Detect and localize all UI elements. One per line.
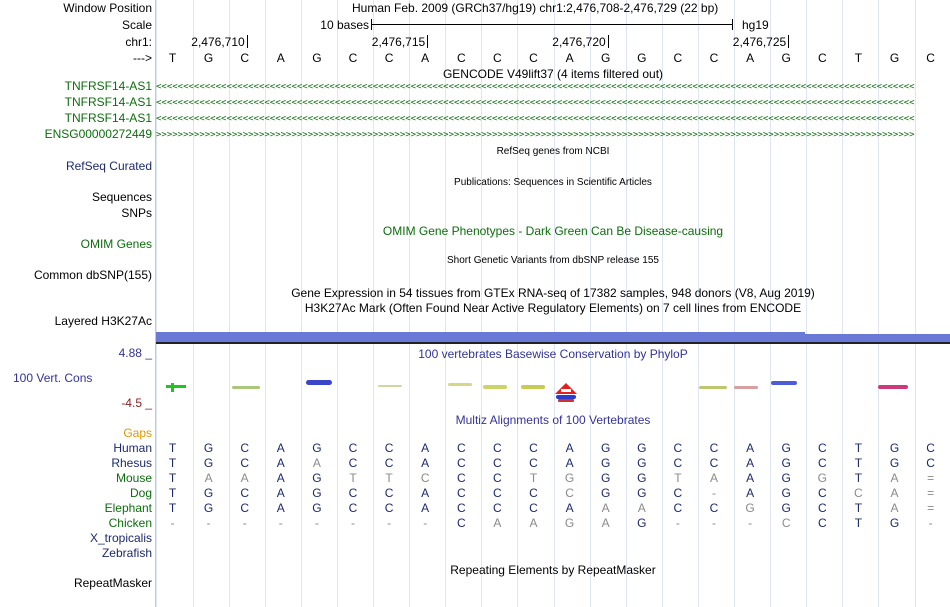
gene-label-4[interactable]: ENSG00000272449 xyxy=(44,127,152,141)
alignment-base: A xyxy=(204,471,213,485)
alignment-base: G xyxy=(312,501,322,515)
phylop-min-label: -4.5 _ xyxy=(121,396,152,410)
alignment-base: - xyxy=(748,516,753,530)
dna-base: C xyxy=(456,51,466,65)
refseq-title: RefSeq genes from NCBI xyxy=(496,146,610,157)
alignment-base: - xyxy=(712,486,716,500)
alignment-base: A xyxy=(637,501,646,515)
alignment-base: A xyxy=(746,441,755,455)
alignment-base: G xyxy=(601,486,611,500)
alignment-base: - xyxy=(242,516,247,530)
alignment-base: T xyxy=(168,501,177,515)
alignment-base: C xyxy=(673,456,683,470)
h3k27ac-baseline xyxy=(156,342,950,344)
phylop-title: 100 vertebrates Basewise Conservation by PhyloP xyxy=(418,347,688,361)
alignment-base: A xyxy=(312,456,321,470)
species-label-dog[interactable]: Dog xyxy=(129,486,152,500)
alignment-base: C xyxy=(348,486,358,500)
alignment-base: G xyxy=(889,456,900,470)
scale-label: Scale xyxy=(121,18,152,32)
dna-base: C xyxy=(384,51,394,65)
alignment-base: C xyxy=(240,441,250,455)
alignment-base: C xyxy=(817,501,827,515)
alignment-base: G xyxy=(781,456,791,470)
gene-feature-3[interactable]: <<<<<<<<<<<<<<<<<<<<<<<<<<<<<<<<<<<<<<<<<<<<<<<<<<<<<<<<<<<<<<<<<<<<<<<<<<<<<<<<<<<<<<<<<<<<<<<<<<<<<<<<<<<<<<<<<<<<<<<<<<<<<<<<<<<<<<<<<<<< xyxy=(156,114,915,124)
dna-base: G xyxy=(203,51,214,65)
alignment-base: - xyxy=(928,516,933,530)
strand-arrow-label: ---> xyxy=(133,51,152,65)
coordinate-tick xyxy=(427,35,428,48)
alignment-base: T xyxy=(168,471,177,485)
gtex-title: Gene Expression in 54 tissues from GTEx RNA-seq of 17382 samples, 948 donors (V8, Aug 2019) xyxy=(291,286,815,300)
repeatmasker-label[interactable]: RepeatMasker xyxy=(73,576,152,590)
h3k27ac-signal[interactable] xyxy=(156,332,805,342)
alignment-base: A xyxy=(890,486,899,500)
alignment-base: G xyxy=(637,441,647,455)
alignment-base: T xyxy=(854,501,863,515)
alignment-base: G xyxy=(889,441,900,455)
alignment-base: - xyxy=(423,516,428,530)
alignment-base: G xyxy=(637,516,647,530)
alignment-base: G xyxy=(601,456,611,470)
alignment-base: C xyxy=(456,501,466,515)
alignment-base: C xyxy=(709,441,719,455)
cons-mark xyxy=(166,385,186,388)
track-labels-column xyxy=(0,0,155,607)
alignment-base: C xyxy=(456,471,466,485)
dna-base: C xyxy=(817,51,827,65)
alignment-base: C xyxy=(709,501,719,515)
alignment-base: C xyxy=(493,441,502,455)
alignment-base: A xyxy=(890,471,899,485)
alignment-base: C xyxy=(709,456,719,470)
dna-base: A xyxy=(746,51,755,65)
alignment-base: C xyxy=(781,516,791,530)
gaps-label[interactable]: Gaps xyxy=(123,426,152,440)
gene-label-1[interactable]: TNFRSF14-AS1 xyxy=(64,79,152,93)
alignment-base: G xyxy=(601,471,611,485)
alignment-base: T xyxy=(854,471,863,485)
alignment-base: C xyxy=(817,441,827,455)
alignment-base: A xyxy=(529,516,538,530)
alignment-base: C xyxy=(456,441,466,455)
alignment-base: G xyxy=(781,501,791,515)
alignment-base: T xyxy=(385,471,393,485)
snps-label[interactable]: SNPs xyxy=(121,206,152,220)
alignment-base: C xyxy=(817,486,827,500)
alignment-base: C xyxy=(240,456,250,470)
dna-base: C xyxy=(240,51,250,65)
alignment-base: T xyxy=(854,516,863,530)
alignment-base: C xyxy=(493,501,502,515)
alignment-base: C xyxy=(673,486,683,500)
alignment-base: A xyxy=(276,486,285,500)
alignment-base: A xyxy=(709,471,719,485)
alignment-base: - xyxy=(387,516,392,530)
alignment-base: = xyxy=(927,486,935,500)
chrom-label: chr1: xyxy=(125,35,152,49)
alignment-base: C xyxy=(456,486,466,500)
species-label-elephant[interactable]: Elephant xyxy=(104,501,152,515)
dna-base: T xyxy=(168,51,177,65)
dna-base: A xyxy=(421,51,430,65)
alignment-base: C xyxy=(240,501,250,515)
cons-mark xyxy=(378,385,402,387)
window-position-label: Window Position xyxy=(63,1,152,15)
alignment-base: A xyxy=(746,471,755,485)
cons-mark xyxy=(483,385,507,389)
coordinate-tick-label: 2,476,725 xyxy=(732,35,787,49)
multiz-title: Multiz Alignments of 100 Vertebrates xyxy=(455,413,651,427)
scale-bar-left-end xyxy=(371,19,372,30)
alignment-base: G xyxy=(781,471,791,485)
omim-title: OMIM Gene Phenotypes - Dark Green Can Be Disease-causing xyxy=(382,224,724,238)
alignment-base: C xyxy=(673,441,683,455)
alignment-base: A xyxy=(565,441,574,455)
gene-feature-1[interactable]: <<<<<<<<<<<<<<<<<<<<<<<<<<<<<<<<<<<<<<<<<<<<<<<<<<<<<<<<<<<<<<<<<<<<<<<<<<<<<<<<<<<<<<<<<<<<<<<<<<<<<<<<<<<<<<<<<<<<<<<<<<<<<<<<<<<<<<<<<<<< xyxy=(156,82,915,92)
alignment-base: A xyxy=(421,486,430,500)
scale-bar-right-end xyxy=(732,19,733,30)
assembly-label: hg19 xyxy=(742,18,769,32)
alignment-base: C xyxy=(493,456,502,470)
cons-mark xyxy=(771,381,797,385)
window-position-text: Human Feb. 2009 (GRCh37/hg19) chr1:2,476,708-2,476,729 (22 bp) xyxy=(352,1,719,15)
alignment-base: A xyxy=(601,501,610,515)
alignment-base: G xyxy=(203,501,214,515)
coordinate-tick-label: 2,476,715 xyxy=(371,35,426,49)
alignment-base: G xyxy=(564,516,575,530)
alignment-base: = xyxy=(927,501,935,515)
alignment-base: C xyxy=(384,456,394,470)
alignment-base: A xyxy=(421,456,430,470)
coordinate-tick-label: 2,476,720 xyxy=(552,35,606,49)
publications-title: Publications: Sequences in Scientific Articles xyxy=(454,177,652,188)
alignment-base: - xyxy=(206,516,211,530)
cons-mark xyxy=(306,380,332,385)
cons-mark xyxy=(734,386,758,389)
alignment-base: C xyxy=(456,516,466,530)
alignment-base: T xyxy=(168,441,177,455)
alignment-base: A xyxy=(746,456,755,470)
species-label-xtropicalis[interactable]: X_tropicalis xyxy=(89,531,152,545)
alignment-base: T xyxy=(529,471,538,485)
alignment-base: C xyxy=(529,441,538,455)
alignment-base: A xyxy=(601,516,610,530)
alignment-base: G xyxy=(564,471,575,485)
cons-mark xyxy=(878,385,908,389)
alignment-base: A xyxy=(276,471,285,485)
alignment-base: C xyxy=(384,486,394,500)
alignment-base: C xyxy=(493,486,502,500)
alignment-base: G xyxy=(312,441,322,455)
coordinate-tick xyxy=(788,35,789,48)
alignment-base: G xyxy=(203,456,214,470)
coordinate-tick xyxy=(247,35,248,48)
alignment-base: T xyxy=(168,486,177,500)
gene-label-3[interactable]: TNFRSF14-AS1 xyxy=(64,111,152,125)
gene-label-2[interactable]: TNFRSF14-AS1 xyxy=(64,95,152,109)
h3k27ac-signal-tail[interactable] xyxy=(805,334,950,342)
cons-label[interactable]: 100 Vert. Cons xyxy=(13,371,93,385)
alignment-base: A xyxy=(421,501,430,515)
alignment-base: - xyxy=(712,516,716,530)
alignment-base: C xyxy=(529,486,538,500)
alignment-base: C xyxy=(529,501,538,515)
alignment-base: G xyxy=(203,441,214,455)
h3k27ac-title: H3K27Ac Mark (Often Found Near Active Regulatory Elements) on 7 cell lines from ENCODE xyxy=(304,301,802,315)
alignment-base: C xyxy=(817,456,827,470)
cons-logo-mark xyxy=(553,383,579,403)
species-label-human[interactable]: Human xyxy=(113,441,152,455)
gencode-title: GENCODE V49lift37 (4 items filtered out) xyxy=(442,67,664,81)
dna-base: A xyxy=(276,51,285,65)
alignment-base: C xyxy=(926,441,935,455)
dna-base: C xyxy=(529,51,538,65)
dna-base: C xyxy=(926,51,935,65)
dna-base: G xyxy=(889,51,900,65)
alignment-base: G xyxy=(203,486,214,500)
coordinate-tick-label: 2,476,710 xyxy=(191,35,245,49)
refseq-label[interactable]: RefSeq Curated xyxy=(65,159,152,173)
alignment-base: A xyxy=(421,441,430,455)
alignment-base: T xyxy=(854,441,863,455)
alignment-base: G xyxy=(781,441,791,455)
dna-base: T xyxy=(854,51,863,65)
alignment-base: A xyxy=(240,471,249,485)
alignment-base: = xyxy=(927,471,935,485)
alignment-base: G xyxy=(889,516,900,530)
dna-base: G xyxy=(312,51,322,65)
alignment-base: - xyxy=(314,516,319,530)
species-label-chicken[interactable]: Chicken xyxy=(108,516,152,530)
cons-mark xyxy=(521,385,545,389)
scale-bar xyxy=(371,24,732,25)
cons-mark xyxy=(232,386,260,389)
alignment-base: C xyxy=(384,441,394,455)
alignment-base: C xyxy=(384,501,394,515)
species-label-rhesus[interactable]: Rhesus xyxy=(111,456,152,470)
alignment-base: C xyxy=(456,456,466,470)
cons-mark xyxy=(171,383,174,392)
alignment-base: C xyxy=(926,456,935,470)
scale-text: 10 bases xyxy=(320,18,369,32)
dna-base: C xyxy=(709,51,719,65)
alignment-base: - xyxy=(351,516,355,530)
dna-base: G xyxy=(601,51,611,65)
alignment-base: G xyxy=(312,471,322,485)
coordinate-tick xyxy=(608,35,609,48)
alignment-base: A xyxy=(276,441,285,455)
alignment-base: C xyxy=(854,486,863,500)
alignment-base: G xyxy=(637,456,647,470)
alignment-base: C xyxy=(673,501,683,515)
sequences-label[interactable]: Sequences xyxy=(91,190,152,204)
alignment-base: T xyxy=(854,456,863,470)
alignment-base: C xyxy=(817,516,827,530)
dbsnp-label[interactable]: Common dbSNP(155) xyxy=(33,268,152,282)
alignment-base: G xyxy=(312,486,322,500)
alignment-base: A xyxy=(890,501,899,515)
cons-mark xyxy=(448,383,472,386)
alignment-base: G xyxy=(745,501,755,515)
dna-base: G xyxy=(781,51,791,65)
alignment-base: G xyxy=(637,471,647,485)
alignment-base: A xyxy=(565,501,574,515)
alignment-base: C xyxy=(348,456,358,470)
h3k27ac-label[interactable]: Layered H3K27Ac xyxy=(54,314,152,328)
omim-label[interactable]: OMIM Genes xyxy=(80,237,152,251)
alignment-base: T xyxy=(168,456,177,470)
cons-mark xyxy=(699,386,727,389)
alignment-base: G xyxy=(601,441,611,455)
dbsnp-title: Short Genetic Variants from dbSNP release 155 xyxy=(447,255,659,266)
alignment-base: A xyxy=(493,516,502,530)
alignment-base: C xyxy=(240,486,250,500)
dna-base: C xyxy=(673,51,683,65)
alignment-base: T xyxy=(349,471,357,485)
alignment-base: C xyxy=(348,441,358,455)
alignment-base: G xyxy=(781,486,791,500)
repeatmasker-title: Repeating Elements by RepeatMasker xyxy=(450,563,656,577)
gene-feature-2[interactable]: <<<<<<<<<<<<<<<<<<<<<<<<<<<<<<<<<<<<<<<<<<<<<<<<<<<<<<<<<<<<<<<<<<<<<<<<<<<<<<<<<<<<<<<<<<<<<<<<<<<<<<<<<<<<<<<<<<<<<<<<<<<<<<<<<<<<<<<<<<<< xyxy=(156,98,915,108)
alignment-base: A xyxy=(276,456,285,470)
alignment-base: - xyxy=(675,516,680,530)
alignment-base: C xyxy=(565,486,574,500)
alignment-base: G xyxy=(637,486,647,500)
alignment-base: - xyxy=(278,516,283,530)
alignment-base: A xyxy=(276,501,285,515)
alignment-base: - xyxy=(170,516,175,530)
alignment-base: A xyxy=(565,456,574,470)
dna-base: C xyxy=(493,51,502,65)
phylop-max-label: 4.88 _ xyxy=(118,346,152,360)
alignment-base: C xyxy=(348,501,358,515)
alignment-base: C xyxy=(529,456,538,470)
track-image-area[interactable] xyxy=(156,0,950,607)
dna-base: A xyxy=(565,51,574,65)
species-label-zebrafish[interactable]: Zebrafish xyxy=(101,546,152,560)
alignment-base: G xyxy=(817,471,827,485)
species-label-mouse[interactable]: Mouse xyxy=(115,471,152,485)
gene-feature-4[interactable]: >>>>>>>>>>>>>>>>>>>>>>>>>>>>>>>>>>>>>>>>>>>>>>>>>>>>>>>>>>>>>>>>>>>>>>>>>>>>>>>>>>>>>>>>>>>>>>>>>>>>>>>>>>>>>>>>>>>>>>>>>>>>>>>>>>>>>>>>>>>> xyxy=(156,130,915,140)
alignment-base: A xyxy=(746,486,755,500)
dna-base: G xyxy=(637,51,647,65)
alignment-base: T xyxy=(674,471,682,485)
dna-base: C xyxy=(348,51,358,65)
alignment-base: C xyxy=(493,471,502,485)
alignment-base: C xyxy=(420,471,430,485)
